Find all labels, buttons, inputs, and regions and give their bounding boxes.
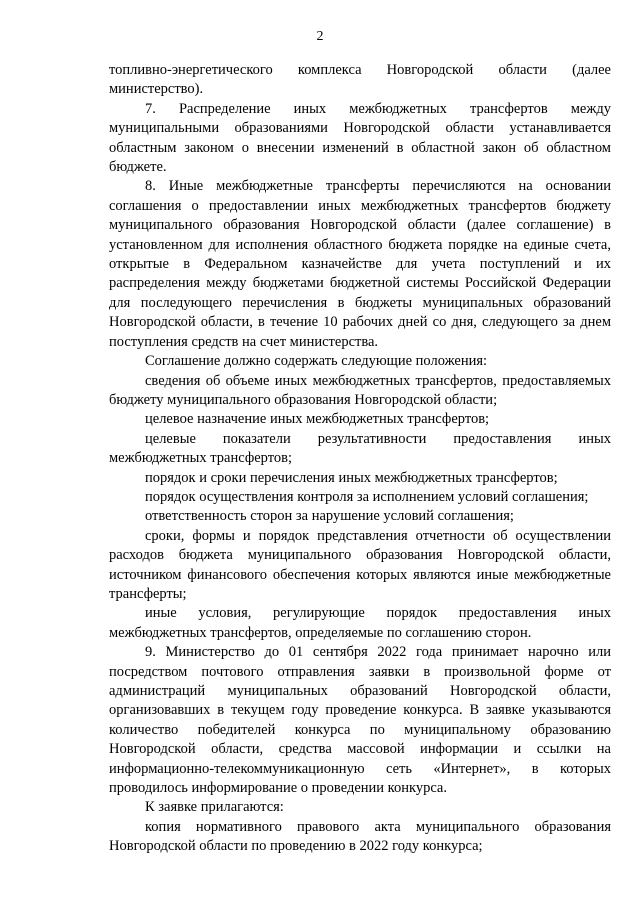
paragraph-8: 8. Иные межбюджетные трансферты перечисляются на основании соглашения о предоставлении иных межбюджетных трансфертов бюджету муниципального образования Новгородской области (далее соглашение) в установленном для исполнения областного бюджета порядке на единые счета, открытые в Федеральном казначействе для учета поступлений и их распределения между бюджетами бюджетной системы Российской Федерации для последующего перечисления в бюджеты муниципальных образований Новгородской области, в течение 10 рабочих дней со дня, следующего за днем поступления средств на счет министерства. bbox=[109, 178, 611, 350]
paragraph-agreement-item: ответственность сторон за нарушение условий соглашения; bbox=[145, 508, 514, 525]
paragraph-agreement-item: сроки, формы и порядок представления отчетности об осуществлении расходов бюджета муниципального образования Новгородской области, источником финансового обеспечения которых являются иные межбюджетные трансферты; bbox=[109, 527, 611, 602]
paragraph-attachment-item: копия нормативного правового акта муниципального образования Новгородской области по проведению в 2022 году конкурса; bbox=[109, 818, 611, 855]
paragraph-agreement-intro: Соглашение должно содержать следующие положения: bbox=[145, 353, 488, 370]
paragraph-agreement-item: иные условия, регулирующие порядок предоставления иных межбюджетных трансфертов, определяемые по соглашению сторон. bbox=[109, 605, 611, 641]
paragraph-agreement-item: сведения об объеме иных межбюджетных трансфертов, предоставляемых бюджету муниципального образования Новгородской области; bbox=[109, 372, 611, 408]
page-number: 2 bbox=[316, 29, 324, 44]
paragraph-agreement-item: порядок и сроки перечисления иных межбюджетных трансфертов; bbox=[145, 469, 558, 486]
paragraph-attachments-intro: К заявке прилагаются: bbox=[145, 799, 284, 816]
document-body bbox=[109, 61, 611, 857]
paragraph-agreement-item: целевые показатели результативности предоставления иных межбюджетных трансфертов; bbox=[109, 430, 611, 467]
paragraph-agreement-item: порядок осуществления контроля за исполнением условий соглашения; bbox=[145, 488, 589, 505]
paragraph-9: 9. Министерство до 01 сентября 2022 года принимает нарочно или посредством почтового отправления заявки в произвольной форме от администраций муниципальных образований Новгородской области, организовавших в текущем году проведение конкурса. В заявке указываются количество победителей конкурса по муниципальному образованию Новгородской области, средства массовой информации и ссылки на информационно-телекоммуникационную сеть «Интернет», в которых проводилось информирование о проведении конкурса. bbox=[109, 644, 611, 797]
paragraph-7: 7. Распределение иных межбюджетных трансфертов между муниципальными образованиями Новгородской области устанавливается областным законом о внесении изменений в областной закон об областном бюджете. bbox=[109, 100, 611, 176]
paragraph-agreement-item: целевое назначение иных межбюджетных трансфертов; bbox=[145, 411, 490, 428]
paragraph-0: топливно-энергетического комплекса Новгородской области (далее министерство). bbox=[109, 62, 611, 98]
